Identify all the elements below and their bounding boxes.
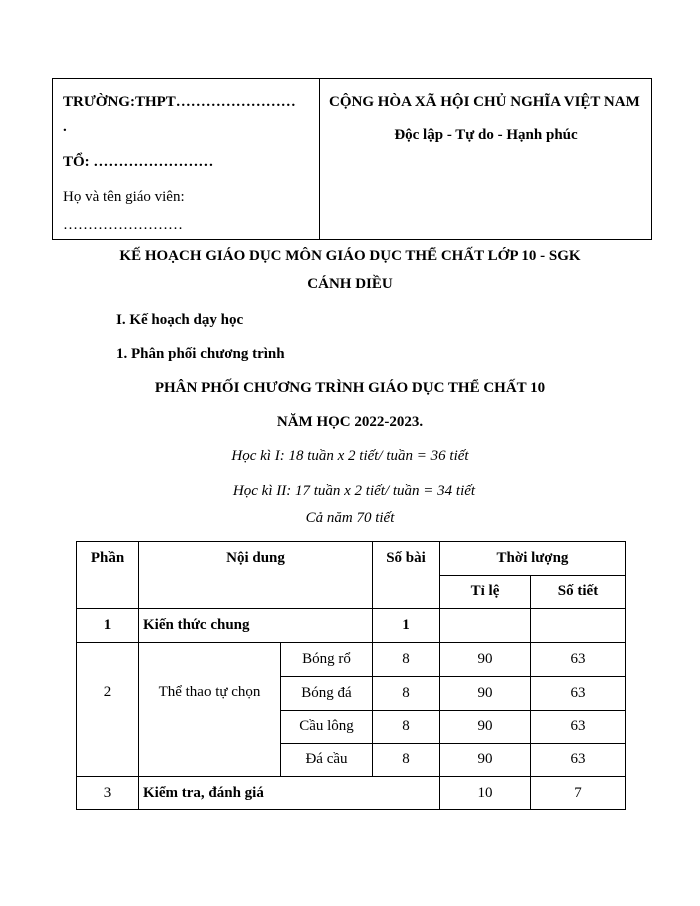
program-year: NĂM HỌC 2022-2023. <box>276 414 424 430</box>
table-line <box>76 541 625 542</box>
header-part: Phần <box>90 550 125 566</box>
sub-sport-lessons: 8 <box>402 685 410 701</box>
sub-sport-ratio: 90 <box>477 685 493 701</box>
row1-part: 1 <box>103 617 112 633</box>
table-line <box>138 541 139 810</box>
sub-sport-name: Bóng rổ <box>302 651 351 667</box>
sub-sport-periods: 63 <box>570 685 586 701</box>
table-line <box>76 608 625 609</box>
sub-sport-name: Cầu lông <box>299 718 354 734</box>
table-line <box>280 676 625 677</box>
table-line <box>76 541 77 810</box>
republic-title: CỘNG HÒA XÃ HỘI CHỦ NGHĨA VIỆT NAM <box>329 94 640 110</box>
table-line <box>625 541 626 810</box>
header-box <box>52 78 652 240</box>
sub-sport-ratio: 90 <box>477 718 493 734</box>
row1-content: Kiến thức chung <box>143 617 250 633</box>
teacher-label: Họ và tên giáo viên: <box>63 189 185 205</box>
doc-title-line1: KẾ HOẠCH GIÁO DỤC MÔN GIÁO DỤC THỂ CHẤT LỚP 10 - SGK <box>119 248 581 264</box>
teacher-dots: …………………… <box>63 217 183 233</box>
header-duration: Thời lượng <box>496 550 569 566</box>
header-content: Nội dung <box>226 550 285 566</box>
header-lessons: Số bài <box>386 550 426 566</box>
section-plan: I. Kế hoạch dạy học <box>116 312 244 328</box>
term1-text: Học kì I: 18 tuần x 2 tiết/ tuần = 36 tiết <box>231 448 469 464</box>
row3-part: 3 <box>103 785 112 801</box>
row3-periods: 7 <box>574 785 582 801</box>
header-divider <box>319 79 320 239</box>
row3-content: Kiểm tra, đánh giá <box>143 785 264 801</box>
sub-sport-name: Đá cầu <box>305 751 348 767</box>
school-label: TRƯỜNG:THPT…………………… <box>63 94 296 110</box>
sub-sport-periods: 63 <box>570 718 586 734</box>
row1-lessons: 1 <box>402 617 410 633</box>
sub-sport-name: Bóng đá <box>301 685 352 701</box>
header-ratio: Tỉ lệ <box>470 583 500 599</box>
term2-text: Học kì II: 17 tuần x 2 tiết/ tuần = 34 tiết <box>232 483 476 499</box>
row3-ratio: 10 <box>477 785 493 801</box>
header-periods: Số tiết <box>557 583 599 599</box>
sub-sport-ratio: 90 <box>477 651 493 667</box>
sub-sport-lessons: 8 <box>402 718 410 734</box>
sub-sport-lessons: 8 <box>402 651 410 667</box>
table-line <box>280 710 625 711</box>
sub-sport-lessons: 8 <box>402 751 410 767</box>
sub-sport-periods: 63 <box>570 651 586 667</box>
program-title: PHÂN PHỐI CHƯƠNG TRÌNH GIÁO DỤC THỂ CHẤT 10 <box>154 380 546 396</box>
school-dot: . <box>63 119 67 135</box>
sub-sport-ratio: 90 <box>477 751 493 767</box>
table-line <box>76 776 625 777</box>
table-line <box>439 575 625 576</box>
total-text: Cả năm 70 tiết <box>305 510 395 526</box>
section-distribution: 1. Phân phối chương trình <box>116 346 285 362</box>
table-line <box>76 642 625 643</box>
motto: Độc lập - Tự do - Hạnh phúc <box>394 127 578 143</box>
doc-title-line2: CÁNH DIỀU <box>307 276 393 292</box>
table-line <box>76 809 625 810</box>
row2-content: Thể thao tự chọn <box>158 684 261 700</box>
sub-sport-periods: 63 <box>570 751 586 767</box>
row2-part: 2 <box>103 684 112 700</box>
dept-label: TỔ: …………………… <box>63 154 214 170</box>
table-line <box>280 743 625 744</box>
table-line <box>439 541 440 810</box>
